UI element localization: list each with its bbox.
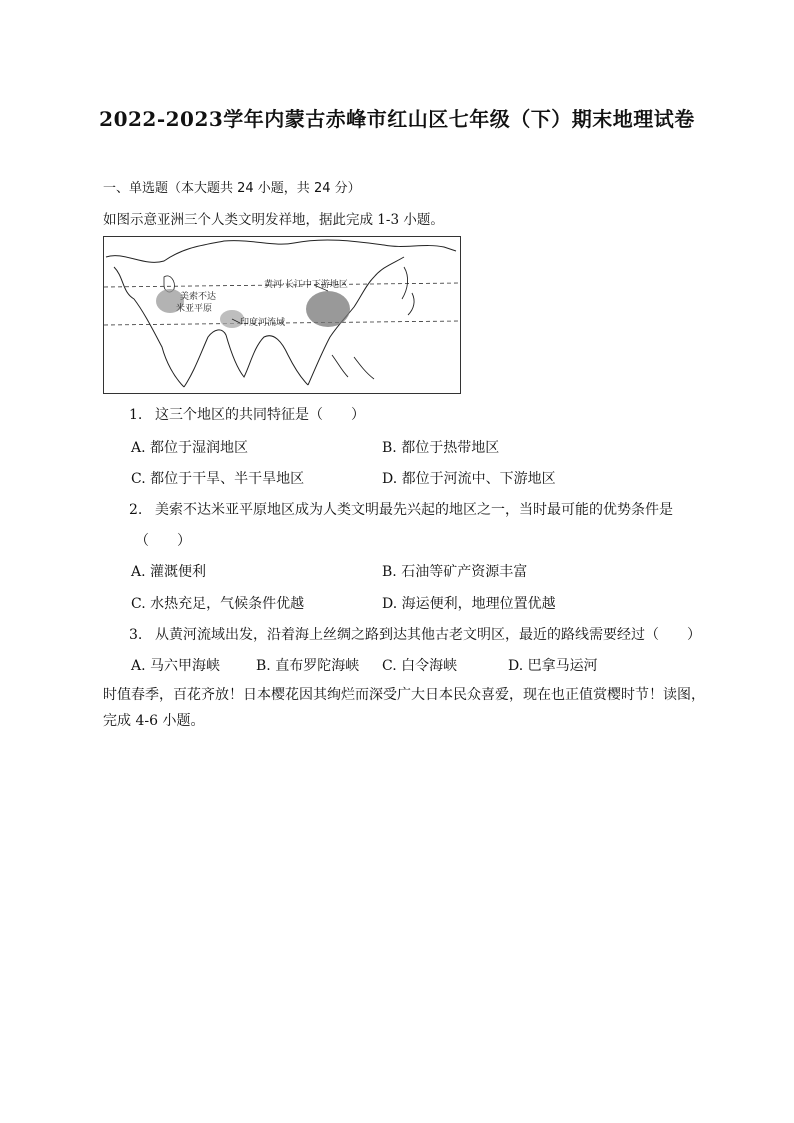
northern-coast — [106, 240, 456, 262]
q2-option-c[interactable]: C. 水热充足，气候条件优越 — [131, 596, 305, 612]
intro-text-4-6 — [103, 682, 713, 734]
question-number: 2. — [129, 502, 143, 518]
question-number: 3. — [129, 627, 143, 643]
page-title: 2022-2023学年内蒙古赤峰市红山区七年级（下）期末地理试卷 — [99, 107, 695, 131]
huanghe-changjiang-region — [306, 291, 350, 327]
q2-option-b[interactable]: B. 石油等矿产资源丰富 — [382, 564, 528, 580]
q1-option-c[interactable]: C. 都位于干旱、半干旱地区 — [131, 471, 305, 487]
southeast-asia-islands — [332, 355, 374, 379]
q2-option-a[interactable]: A. 灌溉便利 — [131, 564, 207, 580]
q3-option-b[interactable]: B. 直布罗陀海峡 — [256, 658, 360, 674]
q3-option-d[interactable]: D. 巴拿马运河 — [508, 658, 598, 674]
q1-option-d[interactable]: D. 都位于河流中、下游地区 — [382, 471, 556, 487]
intro-line-1: 时值春季，百花齐放！日本樱花因其绚烂而深受广大日本民众喜爱，现在也正值赏樱时节！读图， — [103, 687, 705, 703]
q1-option-a[interactable]: A. 都位于湿润地区 — [131, 440, 249, 456]
question-stem: 美索不达米亚平原地区成为人类文明最先兴起的地区之一，当时最可能的优势条件是 — [155, 502, 673, 518]
map-drawing — [104, 237, 460, 393]
question-number: 1. — [129, 407, 143, 423]
question-1 — [129, 404, 365, 424]
q2-option-d[interactable]: D. 海运便利，地理位置优越 — [382, 596, 556, 612]
q3-option-a[interactable]: A. 马六甲海峡 — [131, 658, 221, 674]
q2-answer-bracket: （ ） — [135, 533, 191, 549]
intro-text: 如图示意亚洲三个人类文明发祥地，据此完成 1-3 小题。 — [103, 212, 444, 228]
japan-islands — [402, 267, 414, 315]
label-mesopotamia-2: 米亚平原 — [176, 304, 213, 314]
label-indus: 印度河流域 — [240, 318, 286, 328]
question-2 — [129, 499, 673, 519]
south-asia-coast — [184, 330, 308, 387]
asia-civilization-map — [103, 236, 461, 394]
question-stem: 从黄河流域出发，沿着海上丝绸之路到达其他古老文明区，最近的路线需要经过（ ） — [155, 627, 701, 643]
question-3 — [129, 624, 701, 644]
section-heading: 一、单选题（本大题共 24 小题，共 24 分） — [103, 181, 361, 196]
q1-option-b[interactable]: B. 都位于热带地区 — [382, 440, 500, 456]
intro-line-2: 完成 4-6 小题。 — [103, 713, 205, 729]
q3-option-c[interactable]: C. 白令海峡 — [382, 658, 458, 674]
label-mesopotamia-1: 美索不达 — [180, 292, 217, 302]
label-huanghe: 黄河·长江中下游地区 — [264, 280, 348, 290]
question-stem: 这三个地区的共同特征是（ ） — [155, 407, 365, 423]
arabia-west-coast — [114, 267, 184, 387]
